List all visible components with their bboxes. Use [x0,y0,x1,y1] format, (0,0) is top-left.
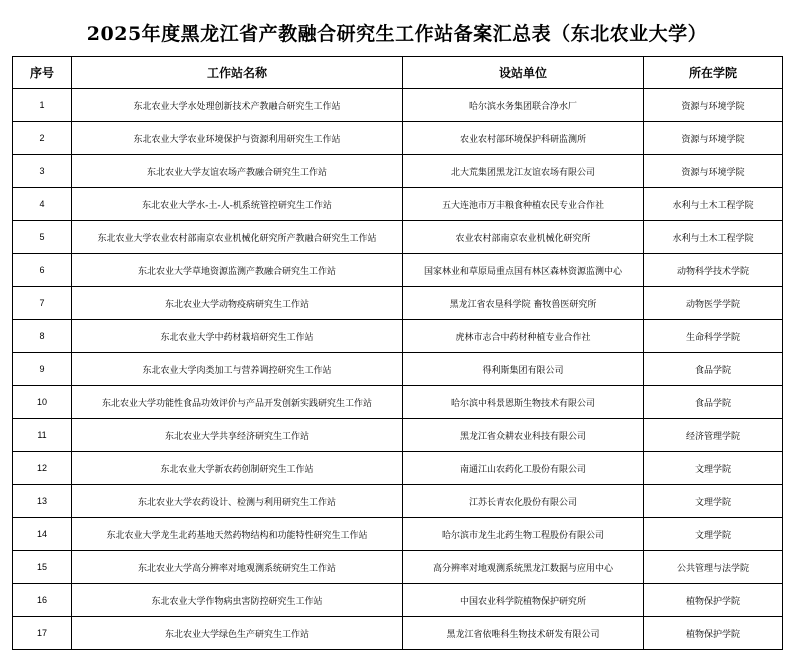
station-name: 东北农业大学水处理创新技术产教融合研究生工作站 [72,89,403,122]
host-unit: 中国农业科学院植物保护研究所 [403,584,644,617]
row-index: 13 [13,485,72,518]
college-name: 文理学院 [644,485,783,518]
host-unit: 高分辨率对地观测系统黑龙江数据与应用中心 [403,551,644,584]
header-row [13,57,783,89]
host-unit: 虎林市志合中药材种植专业合作社 [403,320,644,353]
header-host-unit: 设站单位 [403,57,644,89]
host-unit: 哈尔滨市龙生北药生物工程股份有限公司 [403,518,644,551]
college-name: 资源与环境学院 [644,89,783,122]
college-name: 食品学院 [644,386,783,419]
row-index: 8 [13,320,72,353]
host-unit: 国家林业和草原局重点国有林区森林资源监测中心 [403,254,644,287]
table-row [13,617,783,650]
table-row [13,584,783,617]
host-unit: 哈尔滨中科景恩斯生物技术有限公司 [403,386,644,419]
table-row [13,89,783,122]
station-name: 东北农业大学农药设计、检测与利用研究生工作站 [72,485,403,518]
station-name: 东北农业大学农业环境保护与资源利用研究生工作站 [72,122,403,155]
station-name: 东北农业大学草地资源监测产教融合研究生工作站 [72,254,403,287]
table-row [13,287,783,320]
station-name: 东北农业大学水-土-人-机系统管控研究生工作站 [72,188,403,221]
table-row [13,353,783,386]
table-row [13,485,783,518]
college-name: 资源与环境学院 [644,155,783,188]
page-title: 2025年度黑龙江省产教融合研究生工作站备案汇总表（东北农业大学） [86,23,708,45]
host-unit: 南通江山农药化工股份有限公司 [403,452,644,485]
table-row [13,155,783,188]
table-row [13,551,783,584]
row-index: 15 [13,551,72,584]
table-row [13,122,783,155]
station-name: 东北农业大学共享经济研究生工作站 [72,419,403,452]
station-name: 东北农业大学农业农村部南京农业机械化研究所产教融合研究生工作站 [72,221,403,254]
station-name: 东北农业大学作物病虫害防控研究生工作站 [72,584,403,617]
station-name: 东北农业大学龙生北药基地天然药物结构和功能特性研究生工作站 [72,518,403,551]
college-name: 植物保护学院 [644,617,783,650]
host-unit: 农业农村部环境保护科研监测所 [403,122,644,155]
college-name: 生命科学学院 [644,320,783,353]
college-name: 水利与土木工程学院 [644,221,783,254]
college-name: 资源与环境学院 [644,122,783,155]
row-index: 3 [13,155,72,188]
host-unit: 黑龙江省众耕农业科技有限公司 [403,419,644,452]
table-body [13,89,783,650]
row-index: 17 [13,617,72,650]
row-index: 11 [13,419,72,452]
host-unit: 黑龙江省农垦科学院 畜牧兽医研究所 [403,287,644,320]
station-name: 东北农业大学中药材栽培研究生工作站 [72,320,403,353]
station-name: 东北农业大学高分辨率对地观测系统研究生工作站 [72,551,403,584]
college-name: 水利与土木工程学院 [644,188,783,221]
station-name: 东北农业大学友谊农场产教融合研究生工作站 [72,155,403,188]
host-unit: 江苏长青农化股份有限公司 [403,485,644,518]
station-name: 东北农业大学新农药创制研究生工作站 [72,452,403,485]
station-name: 东北农业大学功能性食品功效评价与产品开发创新实践研究生工作站 [72,386,403,419]
table-row [13,419,783,452]
table-row [13,518,783,551]
station-name: 东北农业大学动物疫病研究生工作站 [72,287,403,320]
row-index: 14 [13,518,72,551]
host-unit: 得利斯集团有限公司 [403,353,644,386]
college-name: 动物科学技术学院 [644,254,783,287]
row-index: 1 [13,89,72,122]
station-name: 东北农业大学绿色生产研究生工作站 [72,617,403,650]
host-unit: 哈尔滨水务集团联合净水厂 [403,89,644,122]
college-name: 文理学院 [644,518,783,551]
host-unit: 五大连池市万丰粮食种植农民专业合作社 [403,188,644,221]
college-name: 文理学院 [644,452,783,485]
college-name: 经济管理学院 [644,419,783,452]
row-index: 7 [13,287,72,320]
header-index: 序号 [13,57,72,89]
row-index: 5 [13,221,72,254]
row-index: 12 [13,452,72,485]
host-unit: 北大荒集团黑龙江友谊农场有限公司 [403,155,644,188]
row-index: 9 [13,353,72,386]
table-row [13,320,783,353]
host-unit: 农业农村部南京农业机械化研究所 [403,221,644,254]
college-name: 植物保护学院 [644,584,783,617]
header-college: 所在学院 [644,57,783,89]
row-index: 2 [13,122,72,155]
row-index: 10 [13,386,72,419]
record-table [12,56,783,650]
table-row [13,221,783,254]
header-station-name: 工作站名称 [72,57,403,89]
station-name: 东北农业大学肉类加工与营养调控研究生工作站 [72,353,403,386]
table-row [13,386,783,419]
college-name: 动物医学学院 [644,287,783,320]
table-row [13,254,783,287]
row-index: 6 [13,254,72,287]
college-name: 食品学院 [644,353,783,386]
college-name: 公共管理与法学院 [644,551,783,584]
host-unit: 黑龙江省依唯科生物技术研发有限公司 [403,617,644,650]
table-row [13,452,783,485]
row-index: 16 [13,584,72,617]
row-index: 4 [13,188,72,221]
table-row [13,188,783,221]
